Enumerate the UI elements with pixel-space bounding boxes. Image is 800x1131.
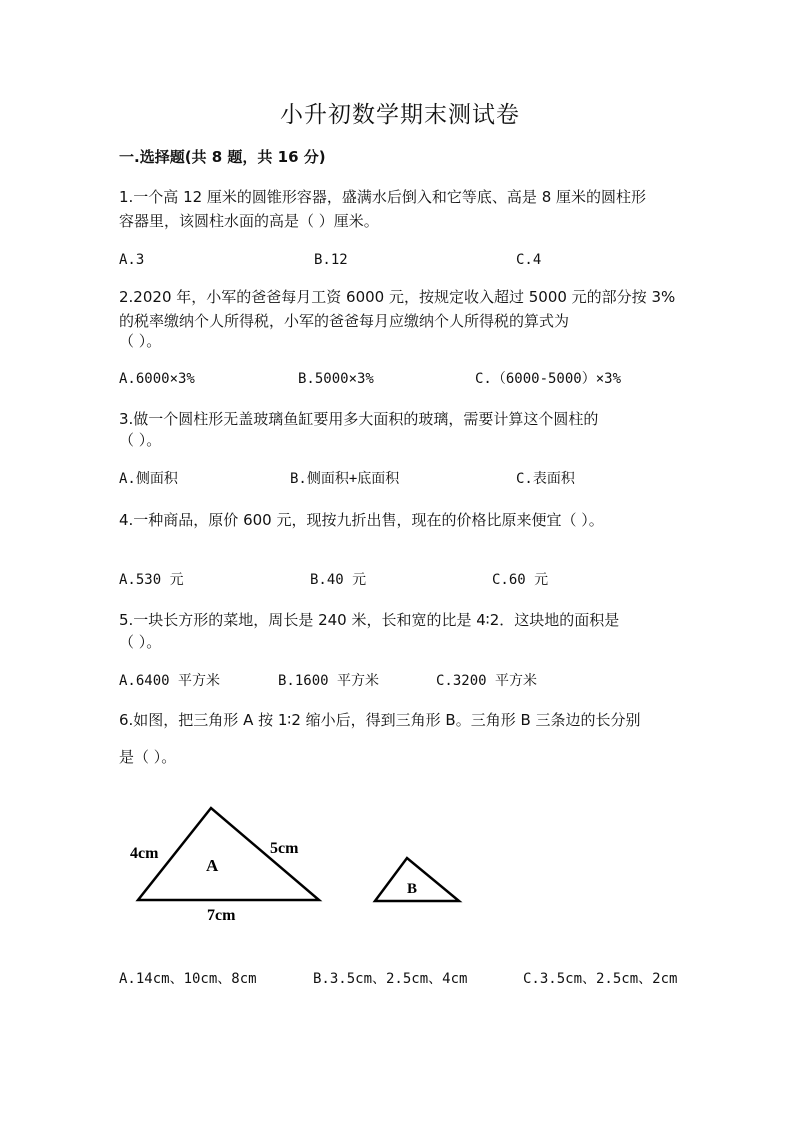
triangle-a-label: A [206, 856, 219, 875]
question-6-line-1: 6.如图，把三角形 A 按 1∶2 缩小后，得到三角形 B。三角形 B 三条边的长分别 [119, 711, 641, 729]
question-2-option-a: A.6000×3% [119, 371, 195, 387]
question-1-option-c: C.4 [516, 252, 542, 268]
question-1-line-1: 1.一个高 12 厘米的圆锥形容器，盛满水后倒入和它等底、高是 8 厘米的圆柱形 [119, 188, 647, 206]
triangle-b-label: B [407, 881, 418, 897]
question-6-option-a: A.14cm、10cm、8cm [119, 971, 257, 987]
question-1-option-b: B.12 [314, 252, 348, 268]
question-5-option-a: A.6400 平方米 [119, 673, 221, 689]
question-2-line-3: （ ）。 [119, 332, 162, 350]
question-2-option-c: C.（6000-5000）×3% [475, 371, 622, 387]
question-1-option-a: A.3 [119, 252, 145, 268]
question-6-option-c: C.3.5cm、2.5cm、2cm [523, 971, 678, 987]
question-6-line-2: 是（ ）。 [119, 748, 177, 766]
section-heading: 一.选择题(共 8 题，共 16 分) [119, 148, 326, 166]
question-2-line-2: 的税率缴纳个人所得税，小军的爸爸每月应缴纳个人所得税的算式为 [119, 312, 570, 330]
triangle-a-side-bottom: 7cm [207, 907, 236, 924]
triangle-a-side-left: 4cm [130, 845, 159, 862]
question-3-line-2: （ ）。 [119, 431, 162, 449]
triangle-a-side-right: 5cm [270, 840, 299, 857]
question-4-option-a: A.530 元 [119, 572, 184, 588]
question-4-line-1: 4.一种商品，原价 600 元，现按九折出售，现在的价格比原来便宜（ ）。 [119, 511, 604, 529]
question-3-line-1: 3.做一个圆柱形无盖玻璃鱼缸要用多大面积的玻璃，需要计算这个圆柱的 [119, 410, 599, 428]
question-5-option-b: B.1600 平方米 [278, 673, 380, 689]
question-2-line-1: 2.2020 年，小军的爸爸每月工资 6000 元，按规定收入超过 5000 元的部分按 3% [119, 288, 676, 306]
question-3-option-a: A.侧面积 [119, 471, 178, 487]
question-4-option-c: C.60 元 [492, 572, 549, 588]
question-3-option-b: B.侧面积+底面积 [290, 471, 400, 487]
question-5-line-1: 5.一块长方形的菜地，周长是 240 米，长和宽的比是 4∶2．这块地的面积是 [119, 611, 620, 629]
question-1-line-2: 容器里，该圆柱水面的高是（ ）厘米。 [119, 212, 379, 230]
question-5-option-c: C.3200 平方米 [436, 673, 538, 689]
question-5-line-2: （ ）。 [119, 633, 162, 651]
triangle-figure [0, 800, 800, 940]
question-6-option-b: B.3.5cm、2.5cm、4cm [313, 971, 468, 987]
page-title: 小升初数学期末测试卷 [280, 102, 520, 128]
question-2-option-b: B.5000×3% [298, 371, 374, 387]
question-4-option-b: B.40 元 [310, 572, 367, 588]
question-3-option-c: C.表面积 [516, 471, 575, 487]
